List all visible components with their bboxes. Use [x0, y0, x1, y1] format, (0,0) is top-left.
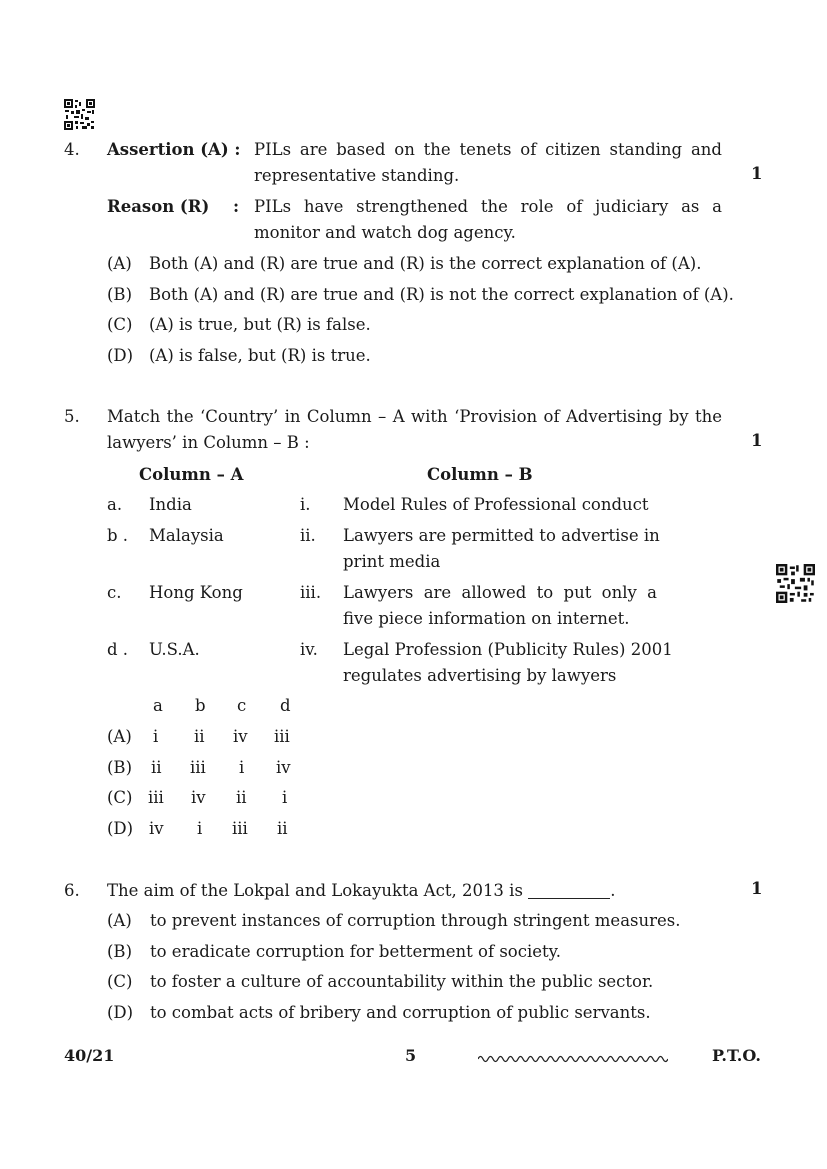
code-value: i	[239, 758, 245, 777]
option-key: (D)	[107, 819, 134, 838]
reason-text: PILs have strengthened the role of judiciary as a	[254, 197, 722, 216]
option-key: (B)	[107, 758, 132, 777]
code-value: ii	[236, 788, 247, 807]
option-key: (A)	[107, 254, 132, 273]
provision-text-cont: five piece information on internet.	[343, 609, 630, 628]
provision-text-cont: print media	[343, 552, 441, 571]
marks: 1	[751, 879, 763, 898]
option-key: (B)	[107, 285, 132, 304]
provision-key: i.	[300, 495, 311, 514]
code-value: iii	[232, 819, 248, 838]
option-text: to combat acts of bribery and corruption of public servants.	[150, 1003, 651, 1022]
qr-code-side-icon	[776, 564, 815, 603]
provision-key: iv.	[300, 640, 318, 659]
option-key: (C)	[107, 315, 133, 334]
country: India	[149, 495, 192, 514]
column-b-header: Column – B	[427, 465, 533, 484]
code-header-c: c	[237, 696, 247, 715]
option-key: (C)	[107, 972, 133, 991]
code-value: iv	[149, 819, 164, 838]
country: U.S.A.	[149, 640, 200, 659]
provision-text: Model Rules of Professional conduct	[343, 495, 649, 514]
code-value: iv	[233, 727, 248, 746]
question-stem-cont: lawyers’ in Column – B :	[107, 433, 310, 452]
code-value: i	[197, 819, 203, 838]
option-key: (A)	[107, 727, 132, 746]
code-value: iii	[148, 788, 164, 807]
row-key: b .	[107, 526, 129, 545]
code-value: iii	[274, 727, 290, 746]
column-a-header: Column – A	[139, 465, 244, 484]
country: Hong Kong	[149, 583, 243, 602]
question-stem: Match the ‘Country’ in Column – A with ‘Provision of Advertising by the	[107, 407, 722, 426]
assertion-text: PILs are based on the tenets of citizen standing and	[254, 140, 722, 159]
country: Malaysia	[149, 526, 224, 545]
code-header-d: d	[280, 696, 291, 715]
qr-code-top-icon	[64, 99, 95, 130]
row-key: d .	[107, 640, 129, 659]
code-value: ii	[151, 758, 162, 777]
option-text: Both (A) and (R) are true and (R) is not the correct explanation of (A).	[149, 285, 734, 304]
question-number: 6.	[64, 881, 80, 900]
code-value: i	[153, 727, 159, 746]
row-key: c.	[107, 583, 122, 602]
assertion-text-cont: representative standing.	[254, 166, 460, 185]
option-text: (A) is true, but (R) is false.	[149, 315, 371, 334]
code-value: iii	[190, 758, 206, 777]
code-header-b: b	[195, 696, 206, 715]
provision-text: Legal Profession (Publicity Rules) 2001	[343, 640, 673, 659]
reason-label: Reason (R)	[107, 197, 210, 216]
option-key: (B)	[107, 942, 132, 961]
marks: 1	[751, 431, 763, 450]
marks: 1	[751, 164, 763, 183]
option-text: to eradicate corruption for betterment of society.	[150, 942, 562, 961]
code-value: ii	[194, 727, 205, 746]
option-key: (C)	[107, 788, 133, 807]
option-key: (D)	[107, 1003, 134, 1022]
code-value: i	[282, 788, 288, 807]
question-number: 4.	[64, 140, 80, 159]
option-text: Both (A) and (R) are true and (R) is the correct explanation of (A).	[149, 254, 702, 273]
option-text: (A) is false, but (R) is true.	[149, 346, 371, 365]
assertion-label: Assertion (A) :	[107, 140, 241, 159]
code-value: iv	[276, 758, 291, 777]
paper-code: 40/21	[64, 1046, 115, 1065]
provision-text: Lawyers are allowed to put only a	[343, 583, 657, 602]
wavy-line-icon	[478, 1050, 668, 1069]
reason-colon: :	[233, 197, 240, 216]
answer-blank	[528, 882, 610, 899]
code-header-a: a	[153, 696, 163, 715]
provision-text: Lawyers are permitted to advertise in	[343, 526, 660, 545]
provision-text-cont: regulates advertising by lawyers	[343, 666, 617, 685]
question-number: 5.	[64, 407, 80, 426]
code-value: ii	[277, 819, 288, 838]
option-text: to foster a culture of accountability within the public sector.	[150, 972, 654, 991]
reason-text-cont: monitor and watch dog agency.	[254, 223, 516, 242]
provision-key: ii.	[300, 526, 316, 545]
option-key: (D)	[107, 346, 134, 365]
option-key: (A)	[107, 911, 132, 930]
code-value: iv	[191, 788, 206, 807]
page-number: 5	[405, 1046, 417, 1065]
stem-end: .	[610, 881, 616, 900]
question-stem-text: The aim of the Lokpal and Lokayukta Act, 2013 is	[107, 881, 523, 900]
provision-key: iii.	[300, 583, 322, 602]
question-stem	[107, 878, 615, 904]
row-key: a.	[107, 495, 123, 514]
option-text: to prevent instances of corruption through stringent measures.	[150, 911, 681, 930]
pto-label: P.T.O.	[712, 1046, 761, 1065]
